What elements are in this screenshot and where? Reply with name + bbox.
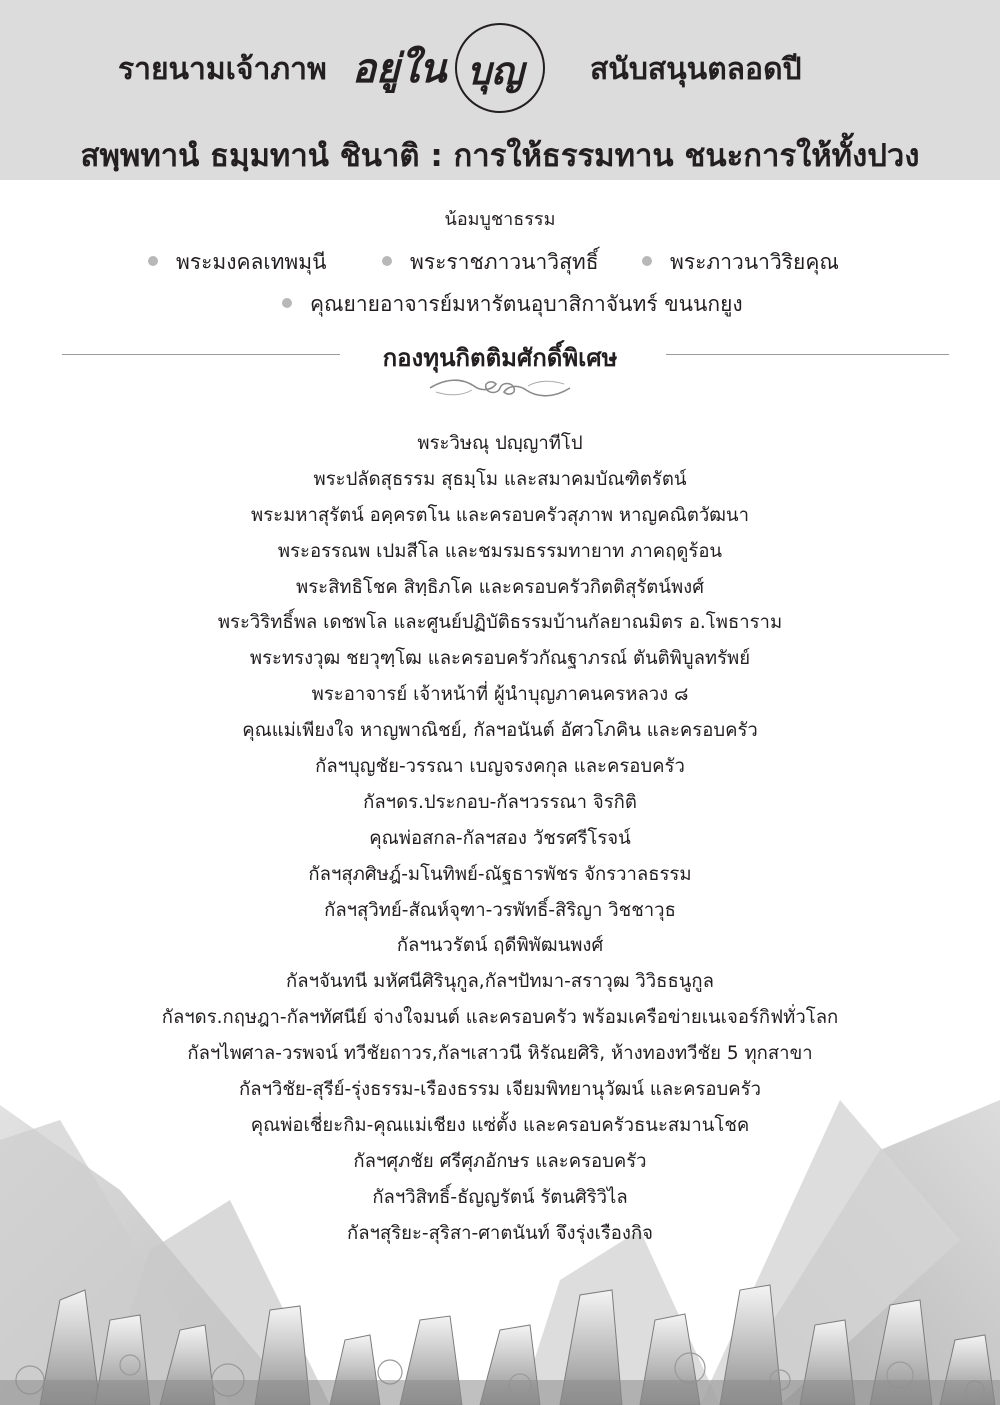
donor-entry: พระมหาสุรัตน์ อคฺครตโน และครอบครัวสุภาพ หาญคณิตวัฒนา [251,504,749,526]
donor-entry: กัลฯดร.ประกอบ-กัลฯวรรณา จิรกิติ [363,791,637,813]
donor-entry: คุณแม่เพียงใจ หาญพาณิชย์, กัลฯอนันต์ อัศวโภคิน และครอบครัว [242,720,758,742]
honoree-name: พระภาวนาวิริยคุณ [670,250,839,274]
donor-entry: พระวิษณุ ปญฺญาทีโป [417,433,583,454]
donor-entry: คุณพ่อเชี่ยะกิม-คุณแม่เชียง แซ่ตั้ง และครอบครัวธนะสมานโชค [250,1114,750,1136]
honoree-name: พระมงคลเทพมุนี [176,250,327,274]
flourish-ornament-icon [426,376,574,400]
donor-entry: กัลฯนวรัตน์ ฤดีพิพัฒนพงศ์ [396,935,604,957]
honoree-item [282,288,743,321]
honoree-item [382,246,599,279]
donor-entry: กัลฯสุวิทย์-สัณห์จุฑา-วรพัทธิ์-สิริญา วิชชาวุธ [324,899,676,921]
logo-text-ayunai: อยู่ใน [352,45,447,92]
ground-band [0,1380,1000,1405]
donor-entry: กัลฯวิสิทธิ์-ธัญญรัตน์ รัตนศิริวิไล [372,1186,628,1208]
honoree-item [642,246,839,279]
donor-entry: กัลฯศุภชัย ศรีศุภอักษร และครอบครัว [353,1150,647,1172]
donor-entry: พระปลัดสุธรรม สุธมฺโม และสมาคมบัณฑิตรัตน์ [313,468,687,490]
donor-entry: กัลฯไพศาล-วรพจน์ ทวีชัยถาวร,กัลฯเสาวนี หิรัณยศิริ, ห้างทองทวีชัย 5 ทุกสาขา [187,1043,813,1065]
honoree-item [148,246,326,279]
logo-text-boon: บุญ [467,48,524,93]
donor-entry: กัลฯวิชัย-สุรีย์-รุ่งธรรม-เรืองธรรม เจียมพิทยานุวัฒน์ และครอบครัว [239,1079,761,1101]
bullet-icon [642,256,652,266]
section-divider-right [666,354,949,355]
bullet-icon [382,256,392,266]
donor-entry: กัลฯสุริยะ-สุริสา-ศาตนันท์ จึงรุ่งเรืองกิจ [347,1222,653,1244]
donor-entry: กัลฯจันทนี มหัศนีศิรินุกูล,กัลฯปัทมา-สราวุฒ วิวิธธนูกูล [286,971,714,993]
bullet-icon [148,256,158,266]
header-banner [0,0,1000,180]
donor-entry: กัลฯบุญชัย-วรรณา เบญจรงคกุล และครอบครัว [315,756,685,778]
donor-entry: พระอาจารย์ เจ้าหน้าที่ ผู้นำบุญภาคนครหลวง ๘ [311,684,689,706]
donor-entry: พระวิริทธิ์พล เดชพโล และศูนย์ปฏิบัติธรรมบ้านกัลยาณมิตร อ.โพธาราม [217,612,783,634]
donor-entry: พระสิทธิโชค สิทฺธิภโค และครอบครัวกิตติสุรัตน์พงศ์ [296,576,704,598]
donor-entry: กัลฯสุภศิษฎ์-มโนทิพย์-ณัฐธารพัชร จักรวาลธรรม [308,863,692,885]
donor-entry: พระทรงวุฒ ชยวุฑฺโฒ และครอบครัวกัณฐาภรณ์ ตันติพิบูลทรัพย์ [249,648,751,670]
bullet-icon [282,298,292,308]
header-left-text: รายนามเจ้าภาพ [118,52,327,87]
header-motto: สพฺพทานํ ธมฺมทานํ ชินาติ : การให้ธรรมทาน ชนะการให้ทั้งปวง [80,138,920,174]
ayunaiboon-logo [352,20,562,110]
honoree-name: คุณยายอาจารย์มหารัตนอุบาสิกาจันทร์ ขนนกยูง [310,292,743,316]
header-right-text: สนับสนุนตลอดปี [590,52,802,87]
honoree-name: พระราชภาวนาวิสุทธิ์ [410,250,599,274]
section-title: กองทุนกิตติมศักดิ์พิเศษ [382,344,618,372]
donor-entry: พระอรรณพ เปมสีโล และชมรมธรรมทายาท ภาคฤดูร้อน [277,540,723,562]
donor-list [0,428,1000,1253]
donor-entry: กัลฯดร.กฤษฎา-กัลฯทัศนีย์ จ่างใจมนต์ และครอบครัว พร้อมเครือข่ายเนเจอร์กิฟทั่วโลก [161,1007,839,1029]
honoree-list [0,240,1000,320]
donor-entry: คุณพ่อสกล-กัลฯสอง วัชรศรีโรจน์ [369,827,631,849]
header-title-row [0,20,1000,110]
dedication-intro: น้อมบูชาธรรม [444,209,556,230]
